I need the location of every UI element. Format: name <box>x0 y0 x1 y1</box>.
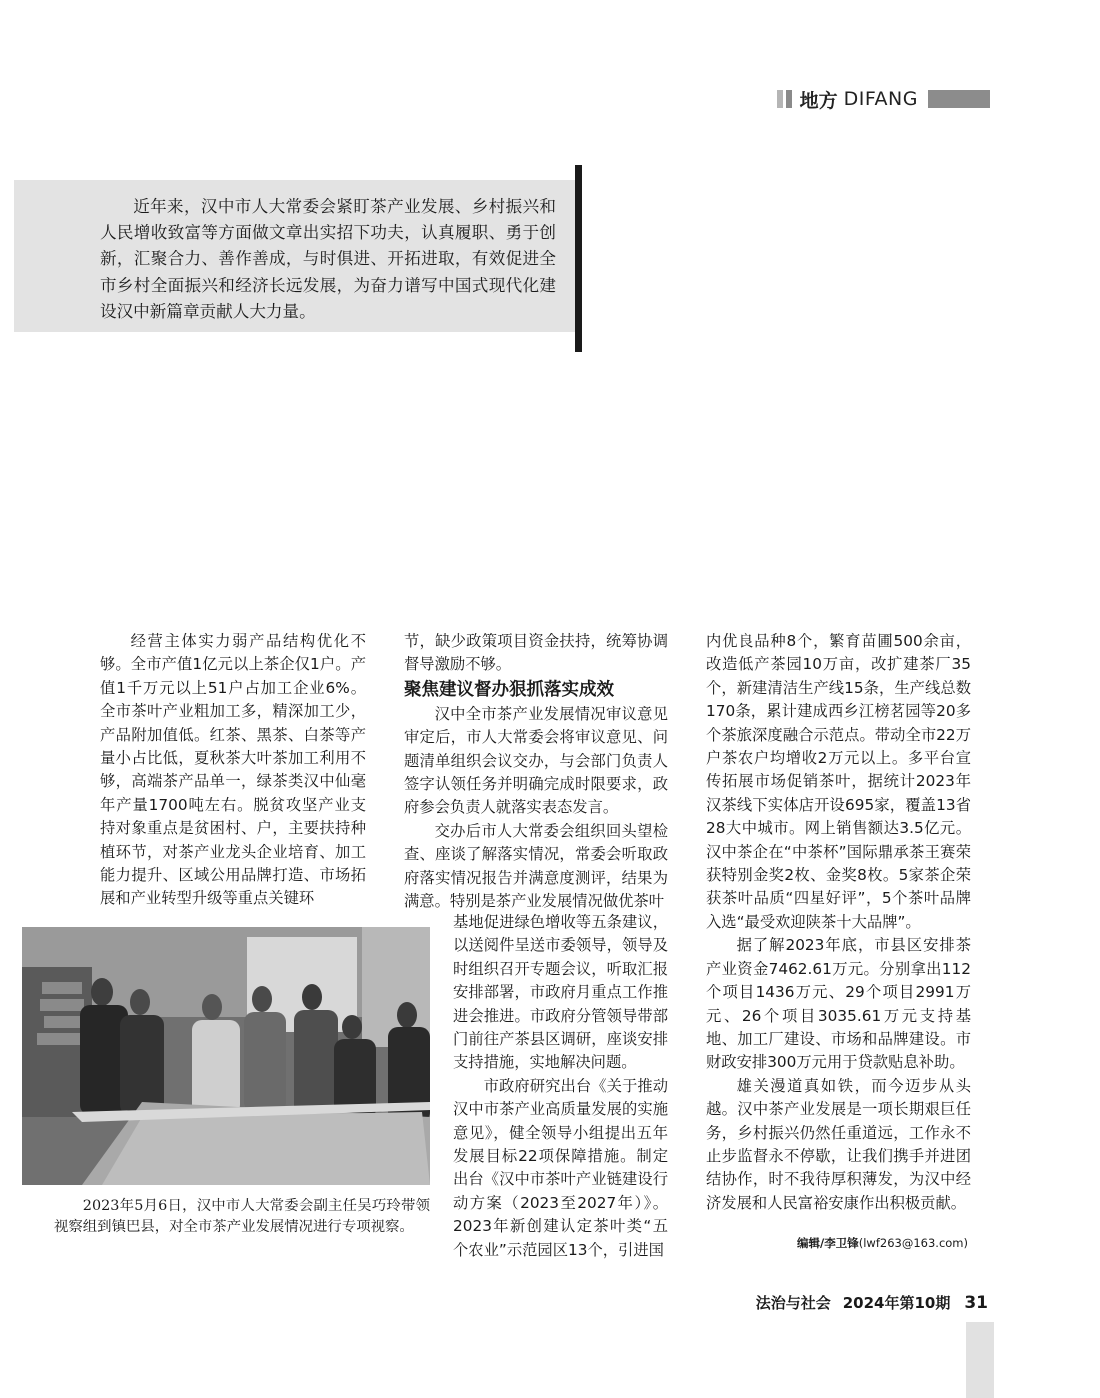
editor-name: 编辑/李卫锋 <box>797 1236 859 1250</box>
paragraph: 雄关漫道真如铁，而今迈步从头越。汉中茶产业发展是一项长期艰巨任务，乡村振兴仍然任重道远，工作永不止步监督永不停歇，让我们携手并进团结协作，时不我待厚积薄发，为汉中经济发展和人民富裕安康作出积极贡献。 <box>706 1076 971 1212</box>
section-heading: 聚焦建议督办狠抓落实成效 <box>404 679 614 700</box>
column-2-bottom <box>453 911 668 1262</box>
photo-caption <box>54 1196 430 1238</box>
section-marker-icon <box>777 90 792 108</box>
caption-text: 2023年5月6日，汉中市人大常委会副主任吴巧玲带领视察组到镇巴县，对全市茶产业发展情况进行专项视察。 <box>54 1198 430 1235</box>
inspection-photo <box>22 927 430 1185</box>
paragraph: 内优良品种8个，繁育苗圃500余亩，改造低产茶园10万亩，改扩建茶厂35个，新建清洁生产线15条，生产线总数170条，累计建成西乡江榜茗园等20多个茶旅深度融合示范点。带动全市22万户茶农户均增收2万元以上。多平台宣传拓展市场促销茶叶，据统计2023年汉茶线下实体店开设695家，覆盖13省28大中城市。网上销售额达3.5亿元。汉中茶企在“中茶杯”国际鼎承茶王赛荣获特别金奖2枚、金奖8枚。5家茶企荣获茶叶品质“四星好评”，5个茶叶品牌入选“最受欢迎陕茶十大品牌”。 <box>706 632 971 931</box>
page-edge-strip <box>966 1322 994 1398</box>
page-footer <box>756 1292 988 1313</box>
column-2-top <box>404 630 668 913</box>
section-title: 地方 <box>799 89 838 112</box>
paragraph: 据了解2023年底，市县区安排茶产业资金7462.61万元。分别拿出112个项目1436万元、29个项目2991万元、26个项目3035.61万元支持基地、加工厂建设、市场和品牌建设。市财政安排300万元用于贷款贴息补助。 <box>706 936 971 1072</box>
paragraph: 节，缺少政策项目资金扶持，统筹协调督导激励不够。 <box>404 632 668 674</box>
paragraph: 经营主体实力弱产品结构优化不够。全市产值1亿元以上茶企仅1户。产值1千万元以上51户占加工企业6%。全市茶叶产业粗加工多，精深加工少，产品附加值低。红茶、黑茶、白茶等产量小占比低，夏秋茶大叶茶加工利用不够，高端茶产品单一，绿茶类汉中仙毫年产量1700吨左右。脱贫攻坚产业支持对象重点是贫困村、户，主要扶持种植环节，对茶产业龙头企业培育、加工能力提升、区域公用品牌打造、市场拓展和产业转型升级等重点关键环 <box>100 632 366 908</box>
paragraph: 基地促进绿色增收等五条建议，以送阅件呈送市委领导，领导及时组织召开专题会议，听取汇报安排部署，市政府月重点工作推进会推进。市政府分管领导带部门前往产茶县区调研，座谈安排支持措施，实地解决问题。 <box>453 913 668 1072</box>
publication-name: 法治与社会 <box>755 1294 831 1312</box>
paragraph: 市政府研究出台《关于推动汉中市茶产业高质量发展的实施意见》，健全领导小组提出五年发展目标22项保障措施。制定出台《汉中市茶叶产业链建设行动方案（2023至2027年）》。2023年新创建认定茶叶类“五个农业”示范园区13个，引进国 <box>453 1076 668 1259</box>
paragraph: 汉中全市茶产业发展情况审议意见审定后，市人大常委会将审议意见、问题清单组织会议交办，与会部门负责人签字认领任务并明确完成时限要求，政府参会负责人就落实表态发言。 <box>404 704 668 817</box>
page-number: 31 <box>964 1293 988 1313</box>
column-1 <box>100 630 366 911</box>
editor-email: (lwf263@163.com) <box>858 1236 968 1250</box>
abstract-text: 近年来，汉中市人大常委会紧盯茶产业发展、乡村振兴和人民增收致富等方面做文章出实招下功夫，认真履职、勇于创新，汇聚合力、善作善成，与时俱进、开拓进取，有效促进全市乡村全面振兴和经济长远发展，为奋力谱写中国式现代化建设汉中新篇章贡献人大力量。 <box>100 197 556 321</box>
section-bar <box>928 90 990 108</box>
abstract-box <box>14 180 576 332</box>
abstract-accent-bar <box>575 165 582 352</box>
editor-credit <box>797 1235 968 1251</box>
paragraph: 交办后市人大常委会组织回头望检查、座谈了解落实情况，常委会听取政府落实情况报告并满意度测评，结果为满意。特别是茶产业发展情况做优茶叶 <box>404 821 668 911</box>
section-header <box>777 88 990 110</box>
photo-illustration <box>22 927 430 1185</box>
column-3 <box>706 630 971 1215</box>
issue-number: 2024年第10期 <box>842 1294 951 1312</box>
section-title-latin: DIFANG <box>843 88 918 110</box>
